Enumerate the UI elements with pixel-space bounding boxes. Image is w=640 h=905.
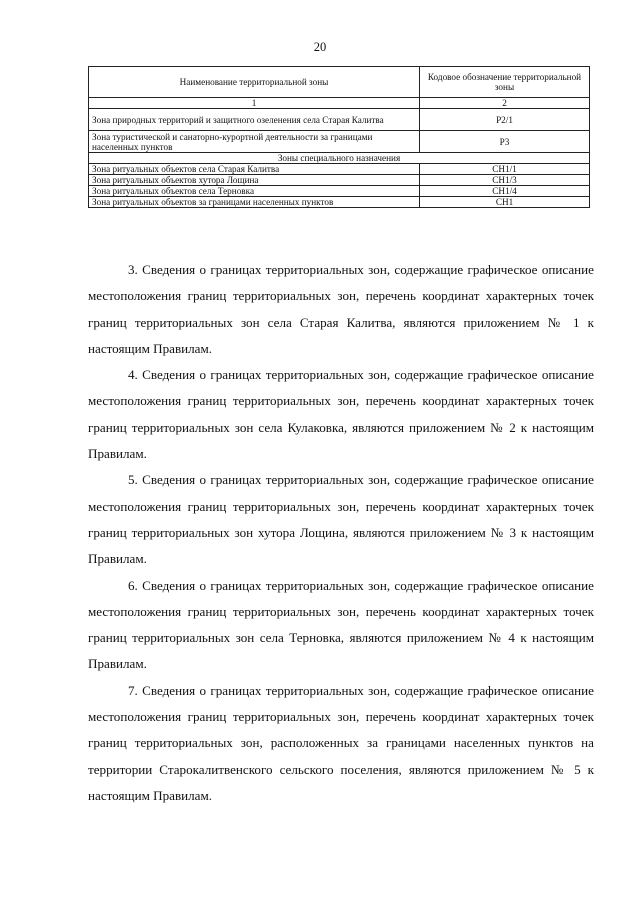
body-text	[88, 257, 594, 809]
zone-code: Р2/1	[420, 109, 590, 131]
table-header-row	[89, 67, 590, 98]
zone-code: СН1/4	[420, 186, 590, 197]
zone-name: Зона ритуальных объектов за границами населенных пунктов	[89, 197, 420, 208]
zone-code: СН1/1	[420, 164, 590, 175]
column-number-2: 2	[420, 98, 590, 109]
table-row	[89, 175, 590, 186]
table-row	[89, 164, 590, 175]
table-row	[89, 186, 590, 197]
page-number: 20	[313, 40, 327, 54]
paragraph-6: 6. Сведения о границах территориальных зон, содержащие графическое описание местоположения границ территориальных зон, перечень координат характерных точек границ территориальных зон села Терновка, являются приложением № 4 к настоящим Правилам.	[88, 577, 594, 672]
header-zone-name: Наименование территориальной зоны	[89, 67, 420, 98]
zone-code: Р3	[420, 131, 590, 153]
column-number-1: 1	[89, 98, 420, 109]
paragraph-4: 4. Сведения о границах территориальных зон, содержащие графическое описание местоположения границ территориальных зон, перечень координат характерных точек границ территориальных зон села Кулаковка, являются приложением № 2 к настоящим Правилам.	[88, 367, 594, 462]
table-row	[89, 109, 590, 131]
paragraph-5: 5. Сведения о границах территориальных зон, содержащие графическое описание местоположения границ территориальных зон, перечень координат характерных точек границ территориальных зон хутора Лощина, являются приложением № 3 к настоящим Правилам.	[88, 472, 594, 567]
table-row	[89, 131, 590, 153]
section-title: Зоны специального назначения	[89, 153, 590, 164]
zone-code: СН1	[420, 197, 590, 208]
header-zone-code: Кодовое обозначение территориальной зоны	[420, 67, 590, 98]
zone-name: Зона ритуальных объектов хутора Лощина	[89, 175, 420, 186]
zones-table	[88, 66, 590, 208]
table-numbers-row	[89, 98, 590, 109]
zone-code: СН1/3	[420, 175, 590, 186]
zone-name: Зона природных территорий и защитного озеленения села Старая Калитва	[89, 109, 420, 131]
zone-name: Зона ритуальных объектов села Терновка	[89, 186, 420, 197]
zone-name: Зона туристической и санаторно-курортной деятельности за границами населенных пунктов	[89, 131, 420, 153]
table-row	[89, 197, 590, 208]
paragraph-7: 7. Сведения о границах территориальных зон, содержащие графическое описание местоположения границ территориальных зон, перечень координат характерных точек границ территориальных зон, расположенных за границами населенных пунктов на территории Старокалитвенского сельского поселения, являются приложением № 5 к настоящим Правилам.	[88, 682, 594, 803]
table-section-row	[89, 153, 590, 164]
zone-name: Зона ритуальных объектов села Старая Калитва	[89, 164, 420, 175]
paragraph-3: 3. Сведения о границах территориальных зон, содержащие графическое описание местоположения границ территориальных зон, перечень координат характерных точек границ территориальных зон села Старая Калитва, являются приложением № 1 к настоящим Правилам.	[88, 262, 594, 356]
